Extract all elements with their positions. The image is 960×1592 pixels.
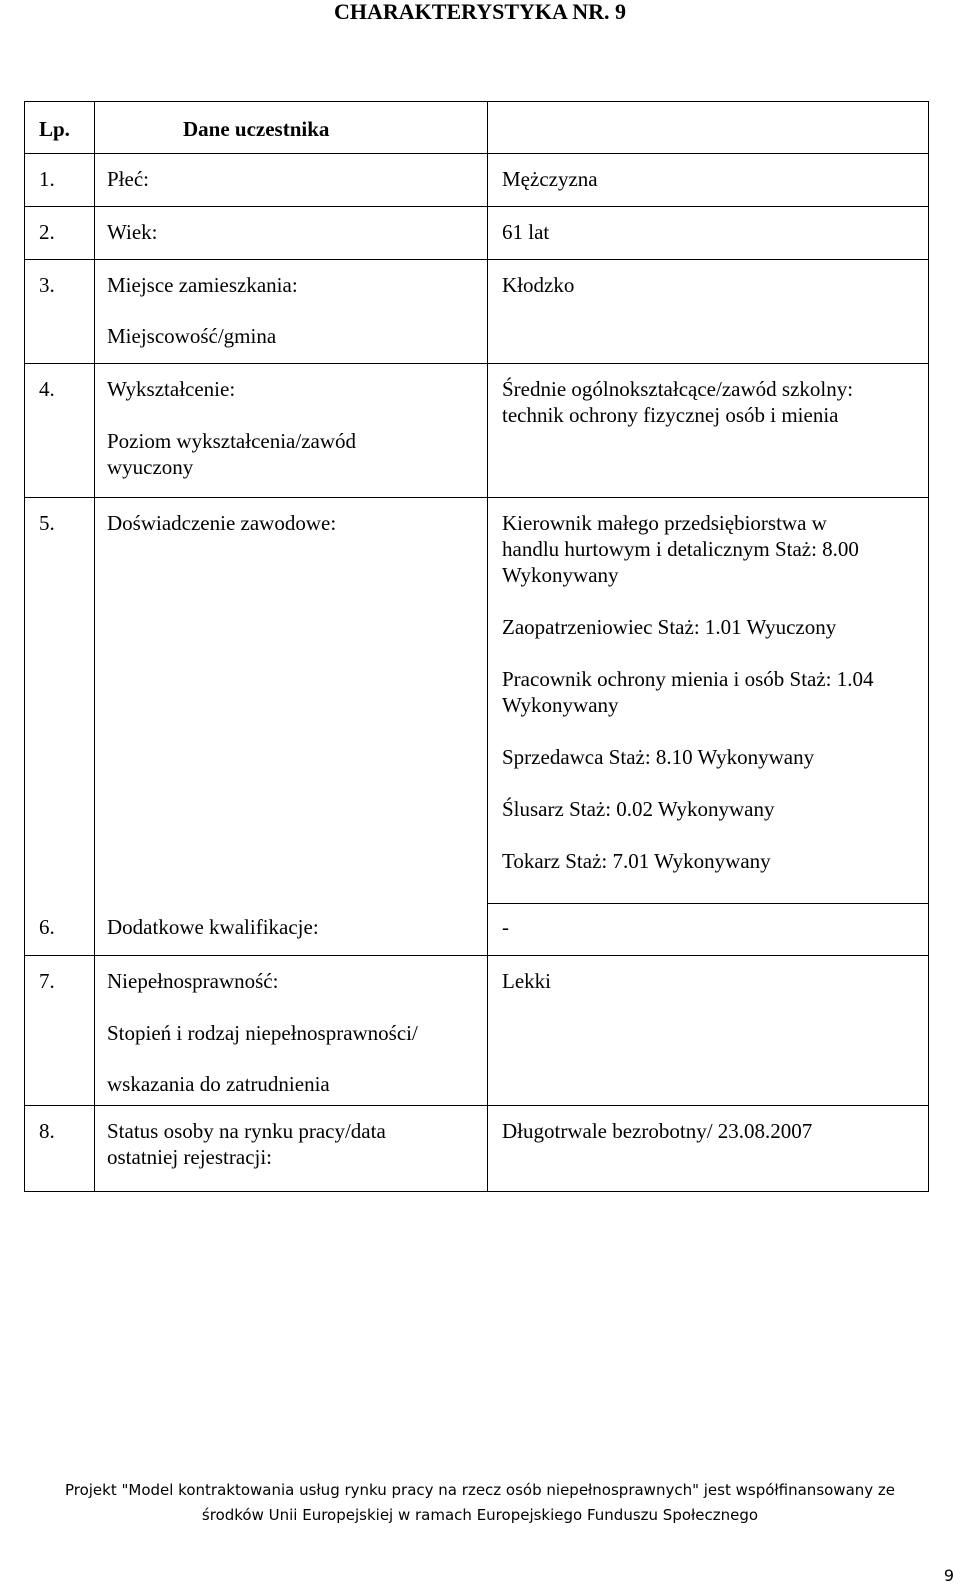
table-row-education (25, 364, 929, 498)
row-sublabel: Miejscowość/gmina (107, 324, 277, 348)
row-label: Dodatkowe kwalifikacje: (107, 914, 319, 939)
row-label: Niepełnosprawność: (107, 969, 279, 993)
row-value: Średnie ogólnokształcące/zawód szkolny: (502, 377, 854, 401)
row-number: 6. (39, 914, 55, 939)
document-title: CHARAKTERYSTYKA NR. 9 (334, 0, 626, 24)
page-number: 9 (943, 1566, 954, 1585)
experience-item: Wykonywany (502, 693, 619, 717)
row-number: 3. (39, 273, 55, 297)
table-header-row (25, 102, 929, 154)
table-row-status (25, 1106, 929, 1192)
table-row-age (25, 207, 929, 260)
row-number: 5. (39, 511, 55, 535)
row-value: Długotrwale bezrobotny/ 23.08.2007 (502, 1119, 813, 1143)
table-row-qualifications (25, 904, 929, 956)
row-label: ostatniej rejestracji: (107, 1145, 273, 1169)
header-value (488, 102, 929, 154)
row-number: 4. (39, 377, 55, 401)
experience-item: Zaopatrzeniowiec Staż: 1.01 Wyuczony (502, 615, 837, 639)
row-value: - (502, 915, 509, 939)
row-value: Kłodzko (502, 273, 575, 297)
row-sublabel: Stopień i rodzaj niepełnosprawności/ (107, 1021, 418, 1045)
footer-line: Projekt "Model kontraktowania usług rynku pracy na rzecz osób niepełnosprawnych" jest współfinansowany ze (64, 1481, 896, 1499)
experience-item: Kierownik małego przedsiębiorstwa w (502, 511, 827, 535)
experience-item: handlu hurtowym i detalicznym Staż: 8.00 (502, 537, 859, 561)
experience-item: Tokarz Staż: 7.01 Wykonywany (502, 849, 771, 873)
row-label: Doświadczenie zawodowe: (107, 511, 337, 535)
table-row-disability (25, 956, 929, 1106)
row-number: 1. (39, 167, 55, 191)
row-sublabel: wyuczony (107, 455, 194, 479)
row-value: technik ochrony fizycznej osób i mienia (502, 403, 839, 427)
participant-table (24, 101, 929, 1192)
project-footer (0, 1478, 960, 1528)
table-row-experience (25, 498, 929, 904)
row-value: 61 lat (502, 220, 550, 244)
row-label: Wykształcenie: (107, 377, 236, 401)
row-label: Miejsce zamieszkania: (107, 273, 298, 297)
experience-item: Pracownik ochrony mienia i osób Staż: 1.04 (502, 667, 874, 691)
footer-line: środków Unii Europejskiej w ramach Europejskiego Funduszu Społecznego (201, 1506, 759, 1524)
row-label: Status osoby na rynku pracy/data (107, 1119, 386, 1143)
header-section: Dane uczestnika (95, 102, 488, 154)
row-sublabel: Poziom wykształcenia/zawód (107, 429, 357, 453)
row-number: 2. (39, 220, 55, 244)
table-row-residence (25, 260, 929, 364)
row-sublabel: wskazania do zatrudnienia (107, 1072, 330, 1096)
row-value: Mężczyzna (502, 167, 598, 191)
row-label: Płeć: (107, 167, 149, 191)
experience-item: Ślusarz Staż: 0.02 Wykonywany (502, 797, 775, 821)
row-number: 7. (39, 969, 55, 993)
experience-item: Sprzedawca Staż: 8.10 Wykonywany (502, 745, 815, 769)
row-label: Wiek: (107, 220, 158, 244)
row-value: Lekki (502, 969, 551, 993)
experience-item: Wykonywany (502, 563, 619, 587)
row-number: 8. (39, 1119, 55, 1143)
table-row-sex (25, 154, 929, 207)
header-lp: Lp. (25, 102, 95, 154)
